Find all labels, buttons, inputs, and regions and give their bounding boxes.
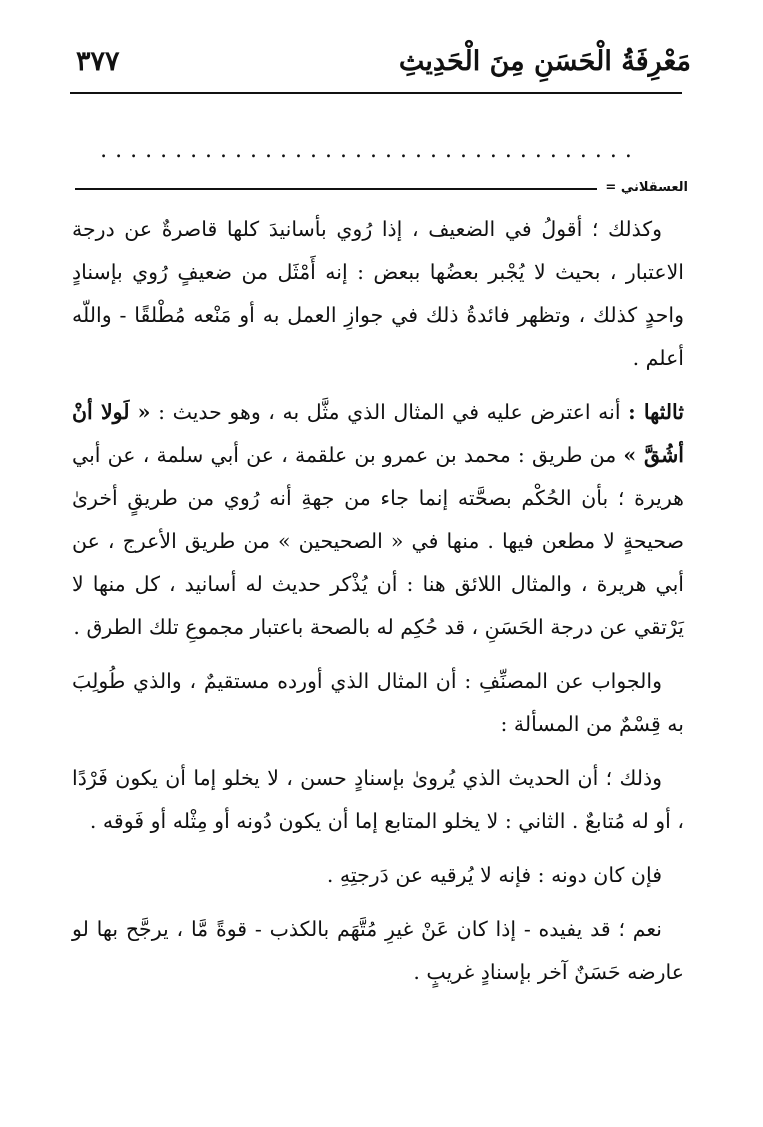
paragraph-3-text: والجواب عن المصنِّفِ : أن المثال الذي أورده مستقيمٌ ، والذي طُولِبَ به قِسْمٌ من المسألة :: [72, 669, 684, 736]
commentator-rule: [75, 188, 597, 190]
paragraph-4: [72, 757, 684, 843]
paragraph-2-hadith-quote: « لَولا أنْ أشُقَّ »: [72, 400, 684, 467]
omission-dots: ....................................: [100, 138, 640, 163]
paragraph-2-lead: ثالثها :: [628, 400, 684, 424]
paragraph-1: [72, 208, 684, 380]
paragraph-4-text: وذلك ؛ أن الحديث الذي يُروىٰ بإسنادٍ حسن ، لا يخلو إما أن يكون فَرْدًا ، أو له مُتابعٌ . الثاني : لا يخلو المتابع إما أن يكون دُونه أو مِثْله أو فَوقه .: [72, 766, 684, 833]
paragraph-5: [72, 854, 684, 897]
commentary-text: [72, 208, 684, 994]
paragraph-2-text-2: من طريق : محمد بن عمرو بن علقمة ، عن أبي سلمة ، عن أبي هريرة ؛ بأن الحُكْم بصحَّته إنما جاء من جهةِ أنه رُوي من طريقٍ أخرىٰ صحيحةٍ لا مطعن فيها . منها في « الصحيحين » من طريق الأعرج ، عن أبي هريرة ، والمثال اللائق هنا : أن يُذْكر حديث له أسانيد ، كل منها لا يَرْتقي عن درجة الحَسَنِ ، قد حُكِم له بالصحة باعتبار مجموعِ تلك الطرق .: [72, 443, 684, 639]
paragraph-3: [72, 660, 684, 746]
paragraph-1-text: وكذلك ؛ أقولُ في الضعيف ، إذا رُوي بأسانيدَ كلها قاصرةٌ عن درجة الاعتبار ، بحيث لا يُجْبر بعضُها ببعض : إنه أَمْثَل من ضعيفٍ رُوي بإسنادٍ واحدٍ كذلك ، وتظهر فائدةُ ذلك في جوازِ العمل به أو مَنْعه مُطْلقًا - واللّه أعلم .: [72, 217, 684, 370]
paragraph-2: [72, 391, 684, 649]
commentator-label: العسقلاني =: [605, 180, 688, 195]
page-number: ٣٧٧: [76, 46, 120, 77]
header-rule: [70, 92, 682, 94]
running-title: مَعْرِفَةُ الْحَسَنِ مِنَ الْحَدِيثِ: [398, 46, 691, 77]
paragraph-6-text: نعم ؛ قد يفيده - إذا كان عَنْ غيرِ مُتَّهَم بالكذب - قوةً مَّا ، يرجَّح بها لو عارضه حَسَنٌ آخر بإسنادٍ غريبٍ .: [72, 917, 684, 984]
paragraph-5-text: فإن كان دونه : فإنه لا يُرقيه عن دَرجتِهِ .: [326, 863, 662, 887]
paragraph-2-text-1: أنه اعترض عليه في المثال الذي مثَّل به ، وهو حديث :: [150, 400, 629, 424]
paragraph-6: [72, 908, 684, 994]
